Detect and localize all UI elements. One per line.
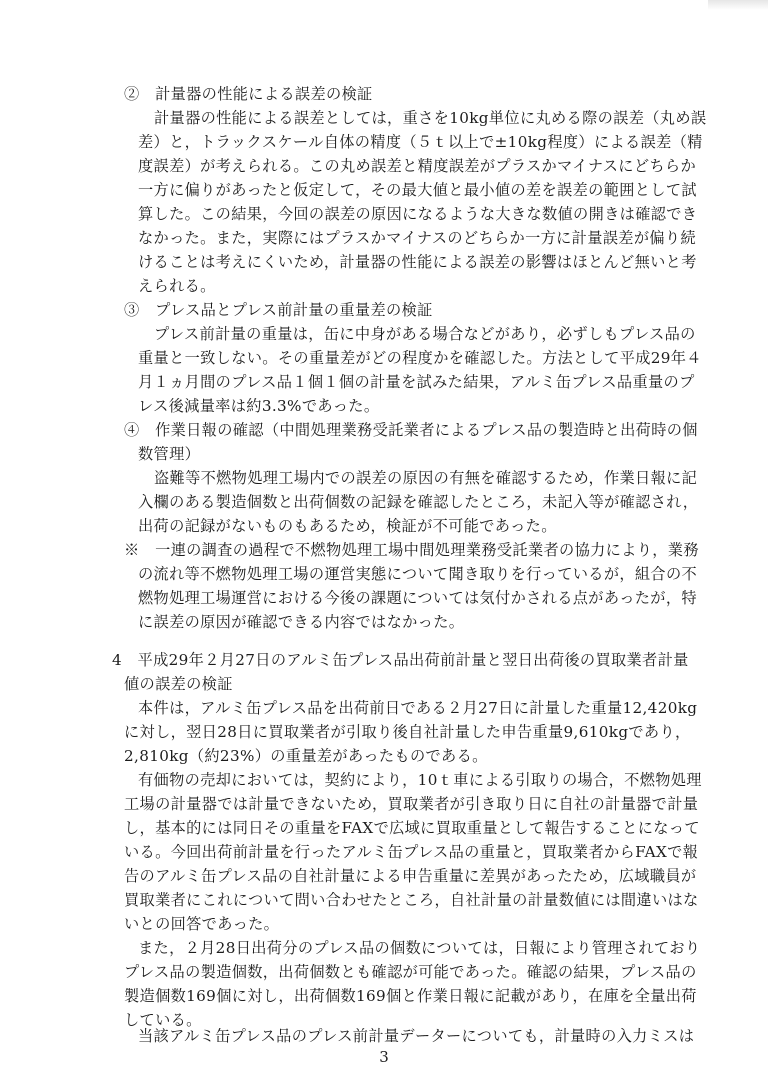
paragraph-line: している。 [124,1011,202,1029]
paragraph-line: 有価物の売却においては，契約により，10ｔ車による引取りの場合，不燃物処理 [138,771,702,789]
paragraph-line: けることは考えにくいため，計量器の性能による誤差の影響はほとんど無いと考 [138,253,697,271]
paragraph-line: また，２月28日出荷分のプレス品の個数については，日報により管理されており [138,939,701,957]
paragraph-line: 入欄のある製造個数と出荷個数の記録を確認したところ，未記入等が確認され， [138,493,699,511]
paragraph-line: 計量器の性能による誤差としては，重さを10kg単位に丸める際の誤差（丸め誤 [154,109,707,127]
paragraph-line: 告のアルミ缶プレス品の自社計量による申告重量に差異があったため，広域職員が [124,867,697,885]
paragraph-line: 度誤差）が考えられる。この丸め誤差と精度誤差がプラスかマイナスにどちらか [138,157,696,175]
paragraph-line: 燃物処理工場運営における今後の課題については気付かされる点があったが，特 [138,589,697,607]
scan-edge [708,0,768,10]
section-heading-4: ④ 作業日報の確認（中間処理業務受託業者によるプレス品の製造時と出荷時の個 [124,421,698,439]
paragraph-line: 重量と一致しない。その重量差がどの程度かを確認した。方法として平成29年４ [138,349,702,367]
paragraph-line: 算した。この結果，今回の誤差の原因になるような大きな数値の開きは確認でき [138,205,698,223]
paragraph-line: 本件は，アルミ缶プレス品を出荷前日である２月27日に計量した重量12,420kg [138,699,698,717]
section-heading-2: ② 計量器の性能による誤差の検証 [124,85,373,103]
paragraph-line: の流れ等不燃物処理工場の運営実態について聞き取りを行っているが，組合の不 [138,565,698,583]
section-heading-3: ③ プレス品とプレス前計量の重量差の検証 [124,301,433,319]
paragraph-line: えられる。 [138,277,216,295]
paragraph-line: プレス前計量の重量は，缶に中身がある場合などがあり，必ずしもプレス品の [154,325,696,343]
paragraph-line: プレス品の製造個数，出荷個数とも確認が可能であった。確認の結果，プレス品の [124,963,697,981]
paragraph-line: 盗難等不燃物処理工場内での誤差の原因の有無を確認するため，作業日報に記 [154,469,698,487]
paragraph-line: いとの回答であった。 [124,915,280,933]
note-first-line: ※ 一連の調査の過程で不燃物処理工場中間処理業務受託業者の協力により，業務 [124,541,699,559]
paragraph-line: 月１ヵ月間のプレス品１個１個の計量を試みた結果，アルミ缶プレス品重量のプ [138,373,695,391]
paragraph-line: なかった。また，実際にはプラスかマイナスのどちらか一方に計量誤差が偏り続 [138,229,696,247]
paragraph-line: 当該アルミ缶プレス品のプレス前計量データーについても，計量時の入力ミスは [138,1027,695,1045]
chapter-heading-4-cont: 値の誤差の検証 [124,675,233,693]
paragraph-line: 一方に偏りがあったと仮定して，その最大値と最小値の差を誤差の範囲として試 [138,181,697,199]
paragraph-line: に対し，翌日28日に買取業者が引取り後自社計量した申告重量9,610kgであり， [124,723,691,741]
paragraph-line: レス後減量率は約3.3%であった。 [138,397,380,415]
paragraph-line: し，基本的には同日その重量をFAXで広域に買取重量として報告することになって [124,819,700,837]
paragraph-line: 2,810kg（約23%）の重量差があったものである。 [124,747,488,765]
page-number: 3 [379,1048,389,1066]
paragraph-line: 出荷の記録がないものもあるため，検証が不可能であった。 [138,517,557,535]
paragraph-line: 差）と，トラックスケール自体の精度（５ｔ以上で±10kg程度）による誤差（精 [138,133,703,151]
paragraph-line: いる。今回出荷前計量を行ったアルミ缶プレス品の重量と，買取業者からFAXで報 [124,843,699,861]
paragraph-line: 買取業者にこれについて問い合わせたところ，自社計量の計量数値には間違いはな [124,891,699,909]
paragraph-line: 工場の計量器では計量できないため，買取業者が引き取り日に自社の計量器で計量 [124,795,699,813]
paragraph-line: 製造個数169個に対し，出荷個数169個と作業日報に記載があり，在庫を全量出荷 [124,987,697,1005]
chapter-heading-4: 4 平成29年２月27日のアルミ缶プレス品出荷前計量と翌日出荷後の買取業者計量 [112,651,689,669]
paragraph-line: に誤差の原因が確認できる内容ではなかった。 [138,613,465,631]
section-heading-4-cont: 数管理） [138,445,201,463]
